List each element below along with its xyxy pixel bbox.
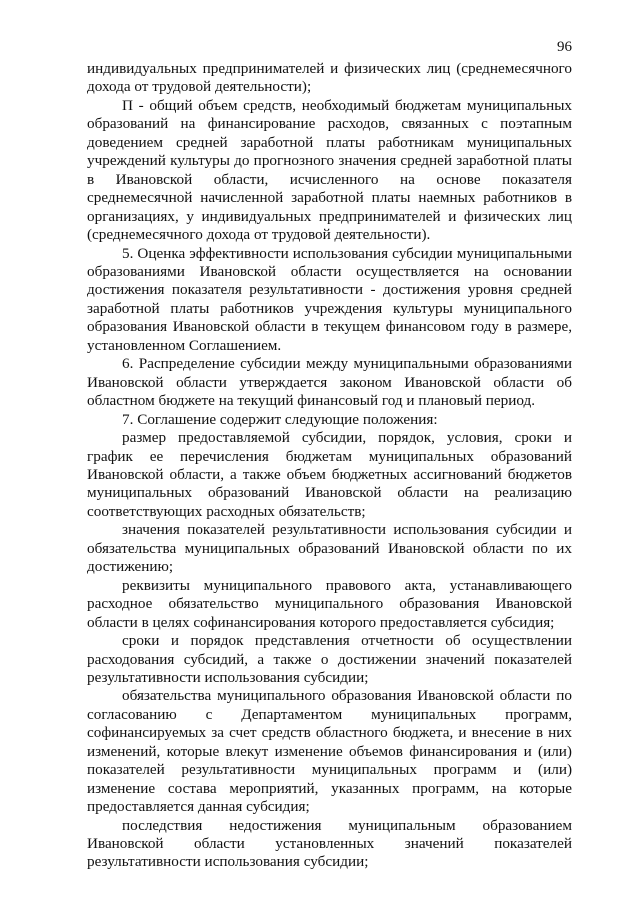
page-number: 96 xyxy=(557,39,572,55)
list-item-subsidy-size: размер предоставляемой субсидии, порядок, условия, сроки и график ее перечисления бюджетам муниципальных образований Ивановской области, а также объем бюджетных ассигнований бюджетов муниципальных образований Ивановской области на реализацию соответствующих расходных обязательств; xyxy=(87,429,572,520)
paragraph-section-6: 6. Распределение субсидии между муниципальными образованиями Ивановской области утверждается законом Ивановской области об областном бюджете на текущий финансовый год и плановый период. xyxy=(87,355,572,410)
paragraph-section-7: 7. Соглашение содержит следующие положения: xyxy=(122,410,438,428)
list-item-legal-act: реквизиты муниципального правового акта, устанавливающего расходное обязательство муниципального образования Ивановской области в целях софинансирования которого предоставляется субсидия; xyxy=(87,576,572,631)
list-item-consequences: последствия недостижения муниципальным образованием Ивановской области установленных значений показателей результативности использования субсидии; xyxy=(87,816,572,871)
list-item-reporting: сроки и порядок представления отчетности об осуществлении расходования субсидий, а также о достижении значений показателей результативности использования субсидии; xyxy=(87,632,572,686)
paragraph-section-5: 5. Оценка эффективности использования субсидии муниципальными образованиями Ивановской области осуществляется на основании достижения показателя результативности - достижения уровня средней заработной платы работников учреждения культуры муниципального образования Ивановской области в текущем финансовом году в размере, установленном Соглашением. xyxy=(87,244,572,354)
list-item-obligations: обязательства муниципального образования Ивановской области по согласованию с Департаментом муниципальных программ, софинансируемых за счет средств областного бюджета, и внесение в них изменений, которые влекут изменение объемов финансирования и (или) показателей результативности муниципальных программ и (или) изменение состава мероприятий, указанных программ, на которые предоставляется данная субсидия; xyxy=(87,687,572,816)
paragraph-p-definition: П - общий объем средств, необходимый бюджетам муниципальных образований на финансирование расходов, связанных с поэтапным доведением средней заработной платы работникам муниципальных учреждений культуры до прогнозного значения средней заработной платы в Ивановской области, исчисленного на основе показателя среднемесячной начисленной заработной платы наемных работников в организациях, у индивидуальных предпринимателей и физических лиц (среднемесячного дохода от трудовой деятельности). xyxy=(87,96,572,244)
paragraph-continued: индивидуальных предпринимателей и физических лиц (среднемесячного дохода от трудовой деятельности); xyxy=(87,60,572,96)
document-body xyxy=(87,60,572,872)
list-item-indicator-values: значения показателей результативности использования субсидии и обязательства муниципальных образований Ивановской области по их достижению; xyxy=(87,521,572,576)
